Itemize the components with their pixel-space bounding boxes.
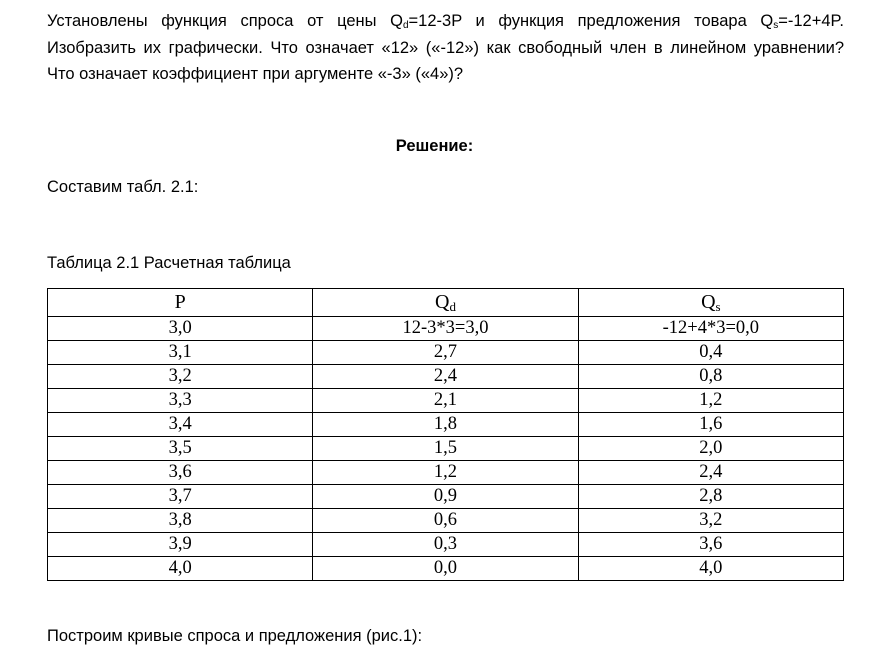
cell-price: 3,1	[48, 341, 313, 365]
problem-line-2: Изобразить их графически. Что означает «12» («-12») как свободный член в линейном уравнении?	[47, 38, 844, 57]
table-row	[48, 437, 844, 461]
plot-curves-text: Построим кривые спроса и предложения (рис.1):	[47, 627, 423, 645]
cell-demand: 0,3	[313, 533, 578, 557]
table-row	[48, 413, 844, 437]
cell-price: 3,0	[48, 317, 313, 341]
cell-demand: 2,7	[313, 341, 578, 365]
header-p-label: P	[174, 291, 186, 313]
problem-text-a: Установлены функция спроса от цены Q	[47, 12, 403, 30]
cell-supply: 4,0	[578, 557, 843, 581]
cell-price: 3,9	[48, 533, 313, 557]
cell-supply: 2,8	[578, 485, 843, 509]
table-row	[48, 365, 844, 389]
cell-price: 3,8	[48, 509, 313, 533]
table-row	[48, 461, 844, 485]
cell-demand: 2,4	[313, 365, 578, 389]
cell-demand: 0,0	[313, 557, 578, 581]
table-row	[48, 341, 844, 365]
table-body	[48, 317, 844, 581]
problem-line-1	[47, 8, 844, 35]
subscript-s: s	[773, 20, 779, 31]
cell-demand: 0,9	[313, 485, 578, 509]
cell-supply: 2,0	[578, 437, 843, 461]
cell-demand: 1,2	[313, 461, 578, 485]
header-qs-label: Q	[701, 291, 716, 313]
header-qd-sub: d	[449, 299, 456, 314]
solution-heading: Решение:	[395, 137, 474, 155]
table-row	[48, 485, 844, 509]
cell-demand: 1,5	[313, 437, 578, 461]
calculation-table-container	[47, 288, 844, 581]
cell-demand: 12-3*3=3,0	[313, 317, 578, 341]
header-qs	[578, 289, 843, 317]
header-qs-sub: s	[715, 299, 721, 314]
table-row	[48, 389, 844, 413]
compose-table-text: Составим табл. 2.1:	[47, 178, 199, 196]
cell-price: 3,5	[48, 437, 313, 461]
table-row	[48, 317, 844, 341]
cell-price: 3,7	[48, 485, 313, 509]
calculation-table	[47, 288, 844, 581]
header-qd-label: Q	[435, 291, 450, 313]
problem-text-c: =-12+4P.	[778, 12, 844, 30]
problem-statement	[47, 8, 844, 88]
table-row	[48, 533, 844, 557]
cell-price: 3,4	[48, 413, 313, 437]
cell-supply: 1,6	[578, 413, 843, 437]
cell-demand: 0,6	[313, 509, 578, 533]
header-qd	[313, 289, 578, 317]
cell-demand: 1,8	[313, 413, 578, 437]
problem-text-b: =12-3P и функция предложения товара Q	[408, 12, 774, 30]
cell-price: 3,6	[48, 461, 313, 485]
cell-supply: 0,8	[578, 365, 843, 389]
table-row	[48, 509, 844, 533]
cell-supply: 1,2	[578, 389, 843, 413]
cell-supply: 2,4	[578, 461, 843, 485]
subscript-d: d	[402, 20, 409, 31]
header-p	[48, 289, 313, 317]
cell-supply: -12+4*3=0,0	[578, 317, 843, 341]
cell-supply: 3,6	[578, 533, 843, 557]
cell-price: 4,0	[48, 557, 313, 581]
cell-supply: 0,4	[578, 341, 843, 365]
cell-supply: 3,2	[578, 509, 843, 533]
table-header-row	[48, 289, 844, 317]
table-caption: Таблица 2.1 Расчетная таблица	[47, 254, 291, 272]
cell-demand: 2,1	[313, 389, 578, 413]
cell-price: 3,3	[48, 389, 313, 413]
table-row	[48, 557, 844, 581]
problem-line-3: Что означает коэффициент при аргументе «-3» («4»)?	[47, 65, 464, 83]
cell-price: 3,2	[48, 365, 313, 389]
